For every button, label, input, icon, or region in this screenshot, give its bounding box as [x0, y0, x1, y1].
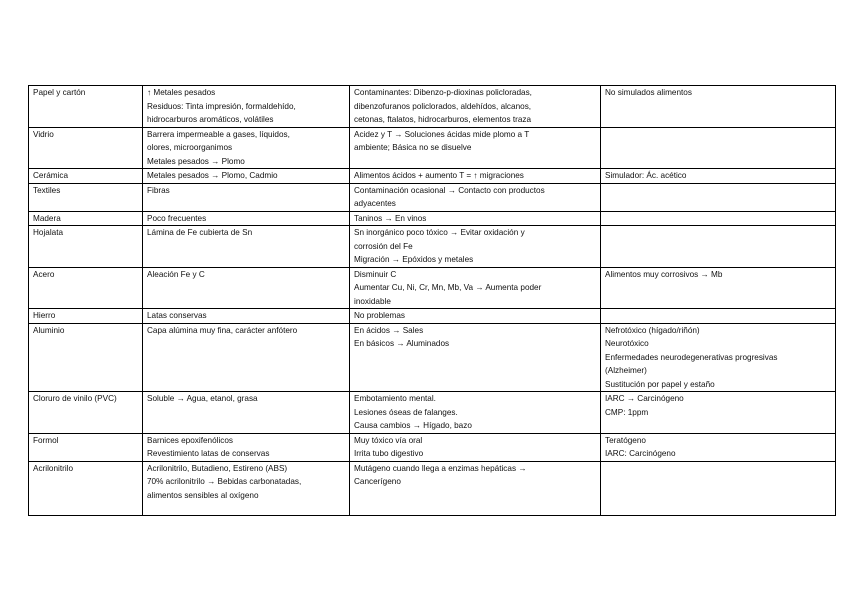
cell-line: Teratógeno	[605, 435, 646, 445]
table-row	[29, 323, 836, 392]
materials-table	[28, 85, 836, 516]
cell-line: Textiles	[33, 185, 61, 195]
cell-line: Enfermedades neurodegenerativas progresivas	[605, 352, 778, 362]
material-cell	[29, 323, 143, 392]
cell-line: inoxidable	[354, 296, 391, 306]
table-row	[29, 169, 836, 184]
notes-cell	[601, 86, 836, 128]
cell-line: Sustitución por papel y estaño	[605, 379, 715, 389]
table-row	[29, 267, 836, 309]
cell-line: Acidez y T → Soluciones ácidas mide plomo a T	[354, 129, 530, 139]
cell-line: Mutágeno cuando llega a enzimas hepáticas →	[354, 463, 527, 473]
cell-line: ↑ Metales pesados	[147, 88, 216, 97]
cell-line: IARC → Carcinógeno	[605, 394, 684, 403]
migration-cell	[350, 392, 601, 434]
migration-cell	[350, 267, 601, 309]
cell-line: CMP: 1ppm	[605, 407, 649, 417]
cell-line: Residuos: Tinta impresión, formaldehído,	[147, 101, 296, 111]
cell-line: Muy tóxico vía oral	[354, 435, 423, 445]
notes-cell	[601, 226, 836, 268]
cell-line: Formol	[33, 435, 59, 445]
material-cell	[29, 267, 143, 309]
cell-line: No simulados alimentos	[605, 88, 692, 97]
table-row	[29, 392, 836, 434]
cell-line: Poco frecuentes	[147, 213, 207, 223]
table-row	[29, 127, 836, 169]
cell-line: Capa alúmina muy fina, carácter anfótero	[147, 325, 298, 335]
cell-line: Cloruro de vinilo (PVC)	[33, 394, 117, 403]
cell-line: Contaminantes: Dibenzo-p-dioxinas policloradas,	[354, 88, 532, 97]
cell-line: Aleación Fe y C	[147, 269, 205, 279]
table-body	[29, 86, 836, 516]
material-cell	[29, 309, 143, 324]
cell-line: olores, microorganimos	[147, 143, 233, 152]
cell-line: Irrita tubo digestivo	[354, 449, 424, 458]
table-row	[29, 211, 836, 226]
cell-line: Latas conservas	[147, 311, 207, 320]
cell-line: Taninos → En vinos	[354, 213, 427, 223]
cell-line: Cancerígeno	[354, 477, 401, 486]
cell-line: Barnices epoxifenólicos	[147, 435, 234, 445]
cell-line: hidrocarburos aromáticos, volátiles	[147, 115, 274, 124]
table-row	[29, 461, 836, 515]
migration-cell	[350, 226, 601, 268]
cell-line: Vidrio	[33, 129, 54, 139]
migration-cell	[350, 211, 601, 226]
table-row	[29, 183, 836, 211]
cell-line: Hierro	[33, 311, 56, 320]
material-cell	[29, 169, 143, 184]
cell-line	[605, 128, 831, 142]
material-cell	[29, 392, 143, 434]
cell-line: Metales pesados → Plomo	[147, 156, 245, 166]
characteristics-cell	[143, 323, 350, 392]
notes-cell	[601, 183, 836, 211]
cell-line: Lesiones óseas de falanges.	[354, 407, 458, 417]
notes-cell	[601, 323, 836, 392]
characteristics-cell	[143, 86, 350, 128]
cell-line: Sn inorgánico poco tóxico → Evitar oxidación y	[354, 228, 525, 237]
characteristics-cell	[143, 309, 350, 324]
characteristics-cell	[143, 169, 350, 184]
notes-cell	[601, 169, 836, 184]
material-cell	[29, 183, 143, 211]
cell-line: adyacentes	[354, 199, 396, 208]
migration-cell	[350, 183, 601, 211]
migration-cell	[350, 323, 601, 392]
cell-line	[605, 184, 831, 198]
cell-line: Hojalata	[33, 228, 64, 237]
characteristics-cell	[143, 433, 350, 461]
cell-line: Neurotóxico	[605, 339, 649, 348]
cell-line: Disminuir C	[354, 269, 397, 279]
cell-line	[605, 462, 831, 476]
notes-cell	[601, 461, 836, 515]
cell-line: Acrilonitrilo, Butadieno, Estireno (ABS)	[147, 463, 288, 473]
material-cell	[29, 127, 143, 169]
cell-line: Cerámica	[33, 171, 69, 180]
cell-line: En básicos → Aluminados	[354, 339, 450, 348]
notes-cell	[601, 309, 836, 324]
material-cell	[29, 461, 143, 515]
table-row	[29, 86, 836, 128]
cell-line: alimentos sensibles al oxígeno	[147, 490, 259, 500]
cell-line: No problemas	[354, 311, 405, 320]
cell-line: Migración → Epóxidos y metales	[354, 255, 474, 264]
material-cell	[29, 226, 143, 268]
cell-line: Soluble → Agua, etanol, grasa	[147, 394, 258, 403]
cell-line	[605, 212, 831, 226]
notes-cell	[601, 127, 836, 169]
notes-cell	[601, 392, 836, 434]
migration-cell	[350, 461, 601, 515]
cell-line	[605, 309, 831, 323]
characteristics-cell	[143, 392, 350, 434]
migration-cell	[350, 169, 601, 184]
cell-line: Nefrotóxico (hígado/riñón)	[605, 325, 700, 335]
cell-line: Acrilonitrilo	[33, 463, 74, 473]
cell-line: Causa cambios → Hígado, bazo	[354, 421, 472, 430]
table-row	[29, 309, 836, 324]
characteristics-cell	[143, 267, 350, 309]
characteristics-cell	[143, 461, 350, 515]
migration-cell	[350, 127, 601, 169]
cell-line: cetonas, ftalatos, hidrocarburos, elementos traza	[354, 115, 532, 124]
cell-line: Alimentos ácidos + aumento T = ↑ migraciones	[354, 171, 524, 180]
characteristics-cell	[143, 183, 350, 211]
cell-line	[605, 226, 831, 240]
migration-cell	[350, 309, 601, 324]
characteristics-cell	[143, 211, 350, 226]
cell-line: Lámina de Fe cubierta de Sn	[147, 228, 253, 237]
material-cell	[29, 211, 143, 226]
table-row	[29, 226, 836, 268]
cell-line: Fibras	[147, 185, 170, 195]
characteristics-cell	[143, 226, 350, 268]
cell-line: Simulador: Ác. acético	[605, 171, 687, 180]
cell-line: Embotamiento mental.	[354, 394, 436, 403]
cell-line: Contaminación ocasional → Contacto con productos	[354, 185, 545, 195]
cell-line: 70% acrilonitrilo → Bebidas carbonatadas,	[147, 477, 302, 486]
cell-line: Acero	[33, 269, 55, 279]
cell-line: Papel y cartón	[33, 88, 86, 97]
notes-cell	[601, 211, 836, 226]
cell-line: ambiente; Básica no se disuelve	[354, 143, 472, 152]
material-cell	[29, 433, 143, 461]
cell-line: (Alzheimer)	[605, 366, 647, 375]
notes-cell	[601, 267, 836, 309]
cell-line: dibenzofuranos policlorados, aldehídos, alcanos,	[354, 101, 532, 111]
migration-cell	[350, 433, 601, 461]
cell-line: corrosión del Fe	[354, 241, 413, 251]
cell-line: Madera	[33, 213, 61, 223]
cell-line: Metales pesados → Plomo, Cadmio	[147, 171, 278, 180]
cell-line: Aumentar Cu, Ni, Cr, Mn, Mb, Va → Aumenta poder	[354, 283, 542, 292]
cell-line: Alimentos muy corrosivos → Mb	[605, 269, 723, 279]
notes-cell	[601, 433, 836, 461]
cell-line: En ácidos → Sales	[354, 325, 424, 335]
characteristics-cell	[143, 127, 350, 169]
cell-line: Aluminio	[33, 325, 65, 335]
cell-line: IARC: Carcinógeno	[605, 449, 676, 458]
table-row	[29, 433, 836, 461]
migration-cell	[350, 86, 601, 128]
cell-line: Barrera impermeable a gases, líquidos,	[147, 129, 290, 139]
cell-line: Revestimiento latas de conservas	[147, 449, 270, 458]
material-cell	[29, 86, 143, 128]
